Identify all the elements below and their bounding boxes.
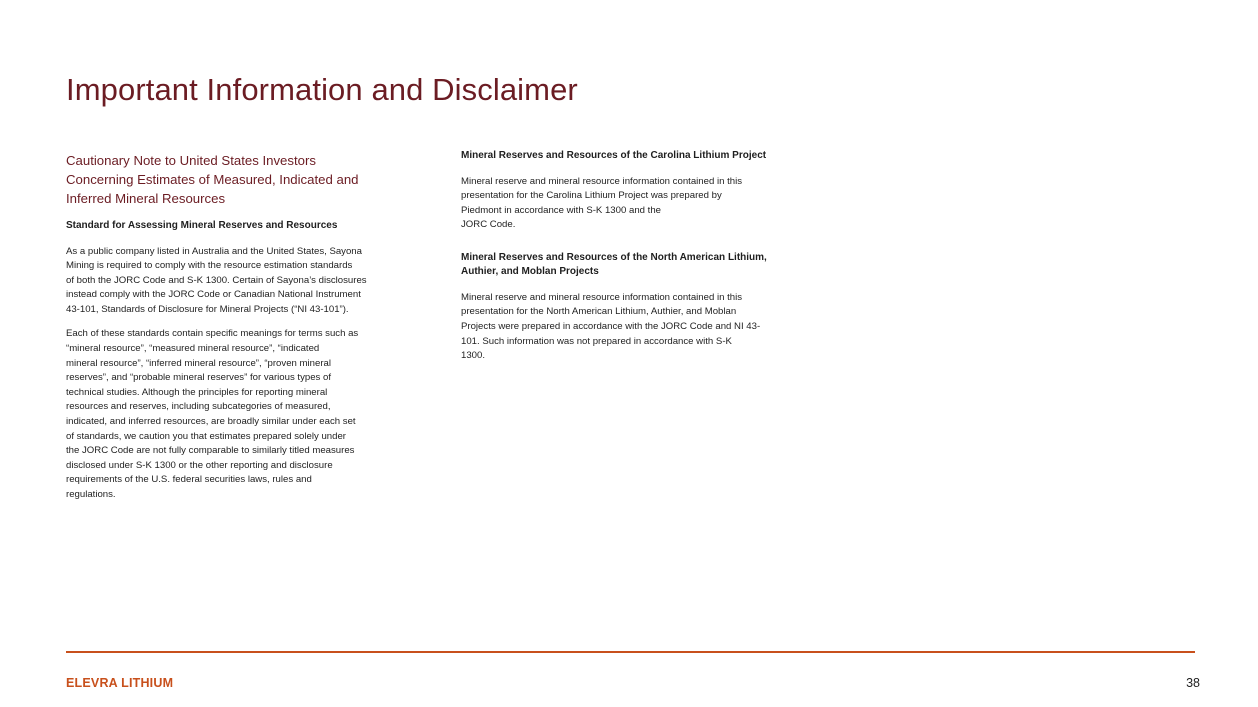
paragraph-line: presentation for the Carolina Lithium Project was prepared by: [461, 190, 722, 202]
paragraph-line: requirements of the U.S. federal securities laws, rules and: [66, 474, 312, 486]
carolina-paragraph: [461, 175, 806, 233]
spacer: [461, 243, 806, 251]
paragraph-line: Projects were prepared in accordance with the JORC Code and NI 43-: [461, 321, 761, 333]
paragraph-line: Mining is required to comply with the resource estimation standards: [66, 260, 353, 272]
standards-paragraph-1: [66, 245, 404, 318]
paragraph-line: resources and reserves, including subcategories of measured,: [66, 401, 331, 413]
paragraph-line: reserves”, and “probable mineral reserves” for various types of: [66, 372, 332, 384]
page-number: 38: [1186, 676, 1200, 690]
paragraph-line: Piedmont in accordance with S-K 1300 and the: [461, 204, 661, 216]
paragraph-line: Mineral reserve and mineral resource information contained in this: [461, 291, 743, 303]
paragraph-line: technical studies. Although the principles for reporting mineral: [66, 386, 328, 398]
paragraph-line: instead comply with the JORC Code or Canadian National Instrument: [66, 289, 361, 301]
standard-heading: Standard for Assessing Mineral Reserves and Resources: [66, 220, 338, 231]
paragraph-line: Each of these standards contain specific meanings for terms such as: [66, 328, 359, 340]
subtitle-line: Inferred Mineral Resources: [66, 191, 226, 206]
paragraph-line: the JORC Code are not fully comparable to similarly titled measures: [66, 445, 355, 457]
paragraph-line: indicated, and inferred resources, are broadly similar under each set: [66, 416, 356, 428]
paragraph-line: regulations.: [66, 489, 116, 500]
paragraph-line: 43-101, Standards of Disclosure for Mineral Projects (“NI 43-101”).: [66, 303, 349, 315]
cautionary-note-subtitle: [66, 151, 404, 208]
standards-paragraph-2: [66, 327, 404, 502]
paragraph-line: 1300.: [461, 350, 486, 362]
paragraph-line: of standards, we caution you that estimates prepared solely under: [66, 430, 346, 442]
north-american-paragraph: [461, 291, 806, 364]
heading-line: Authier, and Moblan Projects: [461, 266, 599, 278]
left-column: [66, 151, 404, 513]
heading-line: Mineral Reserves and Resources of the North American Lithium,: [461, 251, 767, 263]
carolina-heading: Mineral Reserves and Resources of the Carolina Lithium Project: [461, 150, 767, 161]
subtitle-line: Concerning Estimates of Measured, Indicated and: [66, 172, 359, 187]
north-american-heading: [461, 251, 806, 280]
footer-divider: [66, 651, 1195, 653]
paragraph-line: mineral resource”, “inferred mineral resource”, “proven mineral: [66, 357, 331, 369]
paragraph-line: presentation for the North American Lithium, Authier, and Moblan: [461, 306, 737, 318]
page-title: Important Information and Disclaimer: [66, 71, 578, 107]
right-column: [461, 149, 806, 374]
paragraph-line: disclosed under S-K 1300 or the other reporting and disclosure: [66, 459, 333, 471]
paragraph-line: As a public company listed in Australia and the United States, Sayona: [66, 245, 362, 257]
paragraph-line: “mineral resource”, “measured mineral resource”, “indicated: [66, 343, 320, 355]
subtitle-line: Cautionary Note to United States Investors: [66, 153, 316, 168]
paragraph-line: JORC Code.: [461, 219, 516, 231]
paragraph-line: 101. Such information was not prepared in accordance with S-K: [461, 335, 732, 347]
paragraph-line: Mineral reserve and mineral resource information contained in this: [461, 175, 743, 187]
footer-brand-logo: ELEVRA LITHIUM: [66, 676, 174, 690]
paragraph-line: of both the JORC Code and S-K 1300. Certain of Sayona’s disclosures: [66, 274, 367, 286]
